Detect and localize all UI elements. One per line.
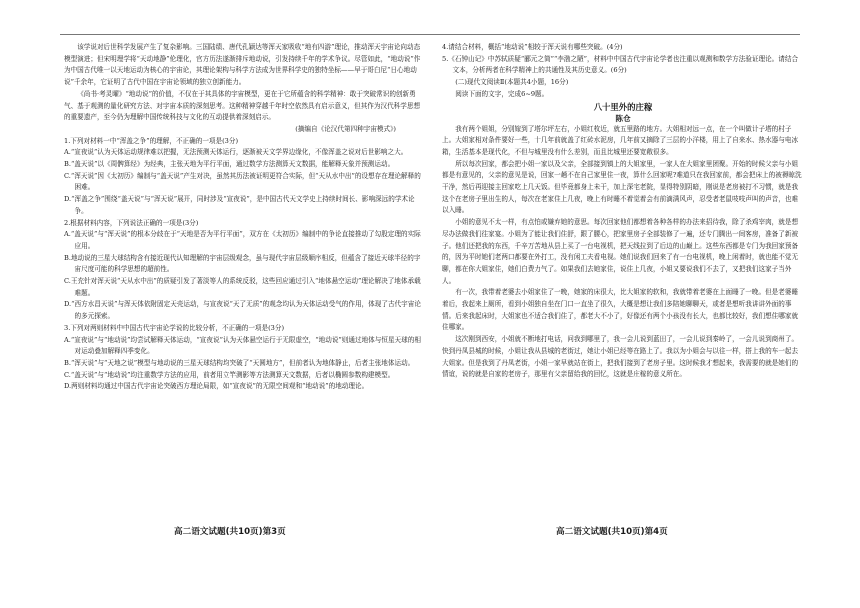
page-footer-left: 高二语文试题(共10页)第3页 <box>174 527 286 537</box>
story-paragraph: 所以每次回家，都会把小姐一家以及父亲，全部接到镇上的大姐家里，一家人在大姐家里团聚。开始的时候父亲与小姐都是有意见的，父亲的意见是说，回家一趟不在自己家里住一夜，算什么回家呢?难道只在我回家前，都会把床上的被褥晾洗干净，然后再迎接主回家吃上几天饭。但毕竟都身上未干，加上深宅老院，显得特别阴暗，刚说是老房被打不习惯，就是我这个在老房子里出生的人，每次在老家住上几夜，晚上有时睡不着觉着会有前滴满风声，忍受者老鼠吱吱声叫的声音，也难以入睡。 <box>442 159 802 215</box>
story-paragraph: 这次刚到西安，小姐就不断地打电话，问我到哪里了，我一会儿说到蓝田了，一会儿说到秦岭了，一会儿说到商州了。快到丹凤县城的时候，小姐让我从县城的老街过，她让小姐已经等在路上了。我以为小姐会与以往一样，搭上我的车一起去大姐家。但是我到了丹凤老街，小姐一家早就站在街上，把我们接到了老房子里。这时候我才想起来，我需要的就是她们的情谊，说的就是自家的老房子，那里有父亲留给我的回忆，这就是庄稼的意义所在。 <box>442 335 799 379</box>
story-paragraph: 小姐的意见不太一样，有点怕或嫌弃她的意思。每次回家他们都想着各种各样的办法来招待我，除了杀鸡宰肉，就是想尽办法做我们往家宴。小姐为了能让我们住舒，跟了腰心，把家里房子全部装修了一遍，还专门腾出一间客房，准备了新被子。他们还把我的东西，千辛万苦地从县上买了一台电视机，把天线拉到了后边的山巅上。这些东西都是专门为我回家预备的，因为平时她们老两口都要在外打工，没有闲工夫看电视。她们说我们回来了有一台电视机，晚上闲着时，就也能不觉无聊，都在你大姐家住，她们白费力气了。如果我们去她家住，说住上几夜，小姐又要说我们不去了，又把我们这家子当外人。 <box>442 218 799 285</box>
q2-option-b: B.地动说的三星大球结构含有接近现代认知理解的宇宙层级观念，虽与现代宇宙层级顺序相反，但蕴含了接近天球半径的宇宙尺度可能的科学思想的超前性。 <box>64 253 421 274</box>
q2-option-c: C.王充针对浑天说“天从水中出”的质疑引发了著淡等人的系统反驳，这些回应通过引入“地体悬空运动”理论解决了地体承载难题。 <box>64 277 421 297</box>
passage-paragraph: 《尚书·考灵曜》“地动说”的价值，不仅在于其具体的宇宙模型，更在于它所蕴含的科学精神：敢于突破常识的创新勇气、基于观测的量化研究方法、对宇宙本质的深刻思考。这种精神穿越千年时空依然具有启示意义，但其作为汉代科学思想的重要遗产，至今仍为理解中国传统科技与文化的互动提供着深刻启示。 <box>64 89 421 122</box>
question-5: 5.《石钟山记》中苏轼质疑“郦元之简”“李渤之陋”，材料中中国古代宇宙论学者也注重以观测和数学方法验证理论。请结合文本，分析两者在科学精神上的共通性及其历史意义。(6分) <box>442 54 799 75</box>
page-footer-right: 高二语文试题(共10页)第4页 <box>556 527 668 537</box>
source-citation: (摘编自《论汉代第四种宇宙模式》) <box>295 124 396 133</box>
question-4: 4.请结合材料，概括“地动说”相较于浑天说有哪些突破。(4分) <box>442 43 623 51</box>
q3-option-b: B.“浑天说”与“天地之说”模型与地动说的三星天球结构均突破了“天圆地方”，但前者认为地体静止，后者主张地体运动。 <box>64 358 415 367</box>
question-2-stem: 2.根据材料内容，下列说法正确的一项是(3分) <box>64 218 199 227</box>
q1-option-d: D.“浑盖之争”围绕“盖天说”与“浑天说”展开，同时涉及“宣夜说”，是中国古代天文学史上持续时间长、影响深远的学术论争。 <box>64 195 415 215</box>
story-paragraph: 有一次，我带着老婆去小姐家住了一晚，她家的床很大，比大姐家的软和，我就带着老婆在上面睡了一晚。但是老婆睡着后，我起来上厕所，看到小姐独自坐在门口一直坐了很久，大概是想让我们多陪她聊聊天，或者是想听我讲讲外面的事情。后来我起床时，大姐家也不适合我们住了，都老大不小了，好像还有两个小孩没有长大，也都比较好，我们想住哪家就住哪家。 <box>442 288 799 332</box>
q3-option-c: C.“盖天说”与“地动说”均注重数学方法的应用，前者用立竿测影等方法测算天文数据，后者以椭圆参数构建模型。 <box>64 370 395 379</box>
q1-option-b: B.“盖天说”以《周髀算经》为经典，主张天地为平行平面，通过数学方法测算天文数据，能解释天象并预测运动。 <box>64 160 395 169</box>
q1-option-c: C.“浑天说”因《太初历》编制与“盖天说”产生对决，虽然其历法被证明更符合实际，但“天从水中出”的设想存在理论解释的困难。 <box>64 171 421 192</box>
section-heading: (二)现代文阅读Ⅱ(本题共4小题，16分) <box>455 78 569 87</box>
story-author: 陈仓 <box>615 113 631 123</box>
story-title: 八十里外的庄稼 <box>593 101 653 112</box>
q3-option-d: D.两则材料均通过中国古代宇宙论突破西方理论局限，如“宣夜说”的无限空间观和“地动说”的地动理论。 <box>64 382 369 391</box>
q3-option-a: A.“宣夜说”与“地动说”均尝试解释天体运动，“宣夜说”认为天体悬空运行于无限虚空，“地动说”则通过地体与恒星天球的相对运动叠加解释四季变化。 <box>64 335 421 356</box>
q1-option-a: A.“宣夜说”认为天体运动规律难以把握，无法预测天体运行，逐渐被天文学界边缘化，不像浑盖之说对后世影响之大。 <box>64 148 408 157</box>
q2-option-d: D.“西方水昌天说”与浑天体依附固定天壳运动，与宣夜说“天了无质”的观念均认为天体运动受气的作用，体现了古代宇宙论的多元探索。 <box>64 300 421 321</box>
reading-instruction: 阅读下面的文字，完成6~9题。 <box>455 89 549 98</box>
story-paragraph: 我有两个姐姐，分别嫁到了塔尔坪左右，小姐红枚近，就五里路的地方。大姐相对远一点，在一个叫做计子塔的村子上。大姐家相对条件要好一些，十几年前就盖了红砖水泥房，几年前又摘除了三层的小洋楼，用上了自来水、热水器与电冰箱，生活基本是现代化，不但与城里没有什么差别，而且比城里还要宽敞很多。 <box>442 124 799 156</box>
question-1-stem: 1.下列对材料一中“浑盖之争”的理解，不正确的一项是(3分) <box>64 136 239 145</box>
top-rule <box>60 34 800 35</box>
q2-option-a: A.“盖天说”与“浑天说”的根本分歧在于“天地是否为平行平面”，双方在《太初历》编制中的争论直接推动了勾股定理的实际应用。 <box>64 230 421 250</box>
right-column <box>442 42 804 381</box>
question-3-stem: 3.下列对两则材料中中国古代宇宙论学说的比较分析，不正确的一项是(3分) <box>64 323 285 332</box>
passage-paragraph: 该学说对后世科学发展产生了复杂影响。三国陆绩、唐代孔颖达等浑天家吸收“地有四游”理论，推动浑天宇宙论向动态模型演进；但宋明理学将“天动地静”伦理化，官方历法遂渐排斥地动说，引发持续千年的学术争议。尽管如此，“地动说”作为中国古代唯一以天地运动为核心的宇宙论，其理论架构与科学方法成为世界科学史的独特坐标——早于哥白尼“日心地动说”千余年，它证明了古代中国在宇宙论领域的独立创新能力。 <box>64 43 421 87</box>
left-column <box>64 42 426 393</box>
